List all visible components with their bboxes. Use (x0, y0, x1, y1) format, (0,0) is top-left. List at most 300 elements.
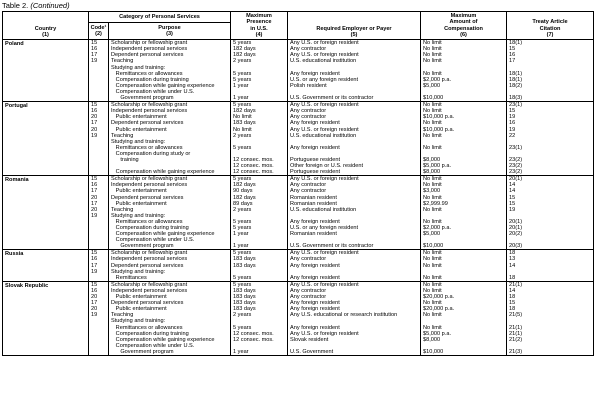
code-cell (89, 40, 109, 102)
code-line (91, 337, 106, 343)
country-name: Russia (5, 251, 24, 258)
purpose-line: Remittances or allowances (111, 324, 183, 331)
code-line: 19 (91, 58, 98, 65)
employer-line: Any foreign resident (290, 324, 340, 331)
employer-line: U.S. educational institution (290, 206, 357, 213)
country-name: Poland (5, 41, 24, 48)
code-cell (89, 281, 109, 355)
compensation-line: No limit (423, 206, 442, 213)
citation-line: 14 (509, 262, 516, 269)
presence-line: 12 consec. mos. (233, 156, 274, 163)
citation-line: 15 (509, 200, 516, 207)
country-name: Portugal (5, 103, 28, 110)
employer-line: U.S. educational institution (290, 132, 357, 139)
employer-line: Polish resident (290, 82, 327, 89)
purpose-cell (109, 40, 231, 102)
compensation-line: $10,000 (423, 348, 444, 355)
compensation-line: No limit (423, 218, 442, 225)
compensation-line: No limit (423, 256, 442, 263)
code-line: 19 (91, 212, 98, 219)
purpose-line: Compensation during study or (111, 150, 191, 157)
code-line: 17 (91, 188, 98, 195)
presence-line: 1 year (233, 243, 249, 250)
table-row (3, 40, 594, 102)
header-category-group: Category of Personal Services (89, 12, 231, 23)
citation-line: 15 (509, 46, 516, 53)
country-name: Romania (5, 177, 29, 184)
employer-line: Any contractor (290, 294, 327, 301)
table-row (3, 176, 594, 250)
citation-line: 16 (509, 52, 516, 59)
purpose-line: Teaching (111, 132, 134, 139)
compensation-line: $5,000 p.a. (423, 330, 451, 337)
employer-line: Any foreign resident (290, 300, 340, 307)
citation-line: 14 (509, 188, 516, 195)
code-line: 15 (91, 281, 98, 288)
compensation-line: No limit (423, 120, 442, 127)
presence-line: 5 years (233, 40, 252, 47)
purpose-line: Studying and training: (111, 64, 166, 71)
employer-line: Any U.S. or foreign resident (290, 126, 359, 133)
purpose-line: Government program (111, 95, 174, 102)
citation-line: 16 (509, 120, 516, 127)
citation-line: 21(2) (509, 336, 523, 343)
country-cell (3, 40, 89, 102)
presence-line: 182 days (233, 52, 256, 59)
citation-line: 23(1) (509, 144, 523, 151)
employer-line: Any contractor (290, 46, 327, 53)
employer-line: Any U.S. or foreign resident (290, 281, 359, 288)
table-row (3, 250, 594, 281)
employer-line: Any foreign resident (290, 70, 340, 77)
compensation-line: $5,000 (423, 231, 441, 238)
purpose-line: Teaching (111, 58, 134, 65)
purpose-line: Dependent personal services (111, 120, 184, 127)
purpose-line: Scholarship or fellowship grant (111, 40, 188, 47)
presence-line: 12 consec. mos. (233, 169, 274, 176)
citation-line: 23(2) (509, 163, 523, 170)
employer-line: Any U.S. educational or research institution (290, 312, 398, 319)
compensation-line: No limit (423, 281, 442, 288)
purpose-cell (109, 250, 231, 281)
compensation-line: $10,000 (423, 243, 444, 250)
presence-line: 89 days (233, 200, 253, 207)
compensation-line: No limit (423, 144, 442, 151)
employer-cell (288, 281, 421, 355)
header-purpose: Purpose (3) (109, 22, 231, 40)
purpose-line: Compensation while gaining experience (111, 82, 215, 89)
presence-line: 5 years (233, 70, 252, 77)
citation-line: 18(1) (509, 76, 523, 83)
presence-cell (231, 40, 288, 102)
purpose-line: Scholarship or fellowship grant (111, 250, 188, 257)
presence-line: 5 years (233, 281, 252, 288)
purpose-line: Public entertainment (111, 114, 167, 121)
presence-line: 12 consec. mos. (233, 336, 274, 343)
code-cell (89, 250, 109, 281)
purpose-line: Compensation while gaining experience (111, 231, 215, 238)
citation-cell (507, 281, 594, 355)
purpose-line: Compensation while gaining experience (111, 169, 215, 176)
citation-line: 13 (509, 256, 516, 263)
purpose-line: Dependent personal services (111, 262, 184, 269)
code-line: 20 (91, 306, 98, 313)
employer-cell (288, 176, 421, 250)
presence-cell (231, 281, 288, 355)
employer-line: U.S. or any foreign resident (290, 76, 359, 83)
compensation-line: $8,000 (423, 336, 441, 343)
citation-line: 15 (509, 108, 516, 115)
presence-cell (231, 176, 288, 250)
citation-line: 21(1) (509, 330, 523, 337)
compensation-line: No limit (423, 176, 442, 183)
employer-line: U.S. or any foreign resident (290, 225, 359, 231)
presence-line: 5 years (233, 176, 252, 183)
employer-line: Any U.S. or foreign resident (290, 102, 359, 109)
code-line: 20 (91, 126, 98, 133)
purpose-line: Government program (111, 348, 174, 355)
compensation-line: No limit (423, 182, 442, 189)
citation-line: 18 (509, 274, 516, 281)
citation-line: 18(3) (509, 95, 523, 102)
purpose-line: Teaching (111, 312, 134, 319)
citation-line: 20(1) (509, 218, 523, 225)
purpose-cell (109, 281, 231, 355)
code-line: 20 (91, 206, 98, 213)
citation-line: 23(2) (509, 169, 523, 176)
header-citation: Treaty Article Citation (7) (507, 12, 594, 40)
purpose-line: Remittances or allowances (111, 144, 183, 151)
citation-line: 18 (509, 294, 516, 301)
compensation-line: $5,000 (423, 82, 441, 89)
compensation-line: No limit (423, 102, 442, 109)
compensation-line: No limit (423, 250, 442, 257)
purpose-line: Remittances (111, 274, 147, 281)
code-line: 15 (91, 40, 98, 47)
citation-line: 20(3) (509, 243, 523, 250)
tax-treaty-table (2, 11, 594, 356)
employer-line: Any foreign resident (290, 144, 340, 151)
citation-cell (507, 40, 594, 102)
employer-line: Any foreign resident (290, 262, 340, 269)
compensation-line: $10,000 (423, 95, 444, 102)
purpose-line: Compensation while under U.S. (111, 237, 195, 244)
header-compensation: Maximum Amount of Compensation (6) (421, 12, 507, 40)
presence-line: 1 year (233, 231, 249, 238)
employer-line: U.S. Government or its contractor (290, 95, 374, 102)
compensation-line: No limit (423, 324, 442, 331)
citation-line: 15 (509, 300, 516, 307)
purpose-line: Compensation during training (111, 330, 189, 337)
purpose-line: Dependent personal services (111, 300, 184, 307)
presence-line: 5 years (233, 250, 252, 257)
presence-line: 183 days (233, 300, 256, 307)
compensation-line: No limit (423, 194, 442, 201)
purpose-line: Compensation while gaining experience (111, 336, 215, 343)
presence-line: 183 days (233, 262, 256, 269)
compensation-line: No limit (423, 274, 442, 281)
presence-line: 182 days (233, 108, 256, 115)
code-line: 15 (91, 250, 98, 257)
purpose-line: Scholarship or fellowship grant (111, 102, 188, 109)
citation-line: 19 (509, 206, 516, 213)
compensation-cell (421, 281, 507, 355)
presence-line: 183 days (233, 306, 256, 313)
presence-line: 5 years (233, 144, 252, 151)
purpose-line: Public entertainment (111, 188, 167, 195)
purpose-line: Government program (111, 243, 174, 250)
citation-line: 21(1) (509, 324, 523, 331)
citation-line: 15 (509, 194, 516, 201)
code-line (91, 83, 106, 89)
citation-line: 23(2) (509, 156, 523, 163)
employer-line: Any U.S. or foreign resident (290, 330, 359, 337)
citation-line: 14 (509, 182, 516, 189)
citation-line: 18 (509, 250, 516, 257)
code-line: 16 (91, 182, 98, 189)
employer-line: Romanian resident (290, 200, 337, 207)
country-cell (3, 250, 89, 281)
purpose-cell (109, 176, 231, 250)
citation-line: 21(5) (509, 312, 523, 319)
purpose-line: Independent personal services (111, 182, 188, 189)
compensation-line: No limit (423, 58, 442, 65)
compensation-line: No limit (423, 70, 442, 77)
employer-cell (288, 40, 421, 102)
compensation-line: No limit (423, 312, 442, 319)
compensation-line: $20,000 p.a. (423, 294, 455, 301)
purpose-line: training (111, 156, 139, 163)
employer-line: U.S. Government (290, 348, 334, 355)
citation-cell (507, 176, 594, 250)
presence-line: 182 days (233, 182, 256, 189)
code-line: 15 (91, 102, 98, 109)
presence-line: 2 years (233, 132, 252, 139)
employer-line: Portuguese resident (290, 169, 341, 176)
citation-line: 20(2) (509, 231, 523, 238)
employer-line: Portuguese resident (290, 156, 341, 163)
header-presence: Maximum Presence in U.S. (4) (231, 12, 288, 40)
purpose-line: Independent personal services (111, 256, 188, 263)
purpose-line: Studying and training: (111, 138, 166, 145)
code-line: 16 (91, 287, 98, 294)
purpose-line: Remittances or allowances (111, 70, 183, 77)
country-name: Slovak Republic (5, 282, 49, 289)
presence-line: 5 years (233, 324, 252, 331)
country-cell (3, 281, 89, 355)
purpose-line: Scholarship or fellowship grant (111, 176, 188, 183)
employer-cell (288, 250, 421, 281)
presence-line: 182 days (233, 46, 256, 53)
table-row (3, 281, 594, 355)
employer-line: Any contractor (290, 114, 327, 121)
country-cell (3, 176, 89, 250)
purpose-line: Studying and training: (111, 318, 166, 325)
purpose-cell (109, 102, 231, 176)
citation-line: 21(3) (509, 348, 523, 355)
employer-line: Any U.S. or foreign resident (290, 176, 359, 183)
code-line: 20 (91, 114, 98, 121)
code-line: 19 (91, 312, 98, 319)
presence-line: 2 years (233, 58, 252, 65)
citation-line: 18(2) (509, 82, 523, 89)
purpose-line: Compensation during training (111, 225, 189, 231)
employer-line: U.S. Government or its contractor (290, 243, 374, 250)
code-line (91, 151, 106, 157)
code-line: 16 (91, 46, 98, 53)
presence-line: 5 years (233, 225, 252, 231)
compensation-line: $10,000 p.a. (423, 126, 455, 133)
employer-line: U.S. educational institution (290, 58, 357, 65)
purpose-line: Dependent personal services (111, 52, 184, 59)
compensation-line: $8,000 (423, 169, 441, 176)
purpose-line: Teaching (111, 206, 134, 213)
code-cell (89, 102, 109, 176)
purpose-line: Studying and training: (111, 212, 166, 219)
compensation-line: $2,000 p.a. (423, 76, 451, 83)
employer-cell (288, 102, 421, 176)
citation-line: 18(1) (509, 40, 523, 47)
code-line: 20 (91, 194, 98, 201)
compensation-cell (421, 250, 507, 281)
table-body (3, 40, 594, 356)
purpose-line: Independent personal services (111, 46, 188, 53)
citation-line: 22 (509, 132, 516, 139)
code-line: 19 (91, 132, 98, 139)
presence-line: 182 days (233, 194, 256, 201)
citation-line: 19 (509, 126, 516, 133)
compensation-line: No limit (423, 132, 442, 139)
presence-line: 5 years (233, 102, 252, 109)
employer-line: Any contractor (290, 287, 327, 294)
compensation-line: $3,000 (423, 188, 441, 195)
purpose-line: Compensation during training (111, 76, 189, 83)
code-line: 16 (91, 108, 98, 115)
compensation-line: No limit (423, 262, 442, 269)
compensation-line: $2,000 p.a. (423, 225, 451, 231)
compensation-line: No limit (423, 40, 442, 47)
purpose-line: Remittances or allowances (111, 218, 183, 225)
employer-line: Any U.S. or foreign resident (290, 40, 359, 47)
purpose-line: Public entertainment (111, 126, 167, 133)
code-line: 15 (91, 176, 98, 183)
purpose-line: Independent personal services (111, 287, 188, 294)
employer-line: Any foreign resident (290, 306, 340, 313)
compensation-line: No limit (423, 108, 442, 115)
caption-label: Table 2. (2, 1, 29, 10)
code-line: 20 (91, 294, 98, 301)
compensation-line: $10,000 p.a. (423, 114, 455, 121)
code-line: 17 (91, 200, 98, 207)
code-line: 17 (91, 262, 98, 269)
employer-line: Any contractor (290, 188, 327, 195)
purpose-line: Public entertainment (111, 200, 167, 207)
purpose-line: Compensation while under U.S. (111, 342, 195, 349)
presence-line: 90 days (233, 188, 253, 195)
compensation-cell (421, 176, 507, 250)
header-country: Country (1) (3, 12, 89, 40)
citation-cell (507, 102, 594, 176)
presence-line: 183 days (233, 256, 256, 263)
employer-line: Any contractor (290, 256, 327, 263)
citation-line: 23(1) (509, 102, 523, 109)
employer-line: Any U.S. or foreign resident (290, 250, 359, 257)
citation-cell (507, 250, 594, 281)
citation-line: 14 (509, 287, 516, 294)
compensation-line: No limit (423, 287, 442, 294)
code-cell (89, 176, 109, 250)
citation-line: 18 (509, 306, 516, 313)
compensation-line: No limit (423, 46, 442, 53)
table-row (3, 102, 594, 176)
code-line: 19 (91, 268, 98, 275)
citation-line: 21(1) (509, 281, 523, 288)
compensation-line: No limit (423, 300, 442, 307)
purpose-line: Studying and training: (111, 268, 166, 275)
citation-line: 20(1) (509, 225, 523, 231)
citation-line: 19 (509, 114, 516, 121)
purpose-line: Independent personal services (111, 108, 188, 115)
employer-line: Other foreign or U.S. resident (290, 163, 364, 170)
purpose-line: Public entertainment (111, 294, 167, 301)
compensation-line: $2,999.99 (423, 200, 448, 207)
citation-line: 20(1) (509, 176, 523, 183)
presence-cell (231, 102, 288, 176)
purpose-line: Compensation while under U.S. (111, 88, 195, 95)
employer-line: Romanian resident (290, 231, 337, 238)
header-code: Code¹ (2) (89, 22, 109, 40)
code-line: 17 (91, 120, 98, 127)
presence-line: 183 days (233, 287, 256, 294)
code-line: 17 (91, 52, 98, 59)
presence-line: 5 years (233, 274, 252, 281)
purpose-line: Public entertainment (111, 306, 167, 313)
code-line: 16 (91, 256, 98, 263)
presence-line: 183 days (233, 120, 256, 127)
citation-line: 17 (509, 58, 516, 65)
employer-line: Any foreign resident (290, 274, 340, 281)
code-line: 17 (91, 300, 98, 307)
compensation-line: $5,000 p.a. (423, 163, 451, 170)
caption-suffix: (Continued) (30, 1, 70, 10)
employer-line: Any U.S. or foreign resident (290, 52, 359, 59)
presence-line: 12 consec. mos. (233, 163, 274, 170)
citation-line: 18(1) (509, 70, 523, 77)
presence-line: 2 years (233, 312, 252, 319)
employer-line: Any contractor (290, 182, 327, 189)
presence-line: 1 year (233, 348, 249, 355)
compensation-line: $20,000 p.a. (423, 306, 455, 313)
employer-line: Romanian resident (290, 194, 337, 201)
compensation-line: No limit (423, 52, 442, 59)
employer-line: Slovak resident (290, 336, 329, 343)
country-cell (3, 102, 89, 176)
purpose-line: Dependent personal services (111, 194, 184, 201)
compensation-cell (421, 102, 507, 176)
presence-cell (231, 250, 288, 281)
employer-line: Any foreign resident (290, 120, 340, 127)
presence-line: 1 year (233, 82, 249, 89)
purpose-line: Scholarship or fellowship grant (111, 281, 188, 288)
presence-line: 2 years (233, 206, 252, 213)
compensation-cell (421, 40, 507, 102)
presence-line: No limit (233, 126, 252, 133)
presence-line: 5 years (233, 218, 252, 225)
presence-line: 5 years (233, 76, 252, 83)
header-employer: Required Employer or Payer (5) (288, 12, 421, 40)
compensation-line: $8,000 (423, 156, 441, 163)
presence-line: 183 days (233, 294, 256, 301)
